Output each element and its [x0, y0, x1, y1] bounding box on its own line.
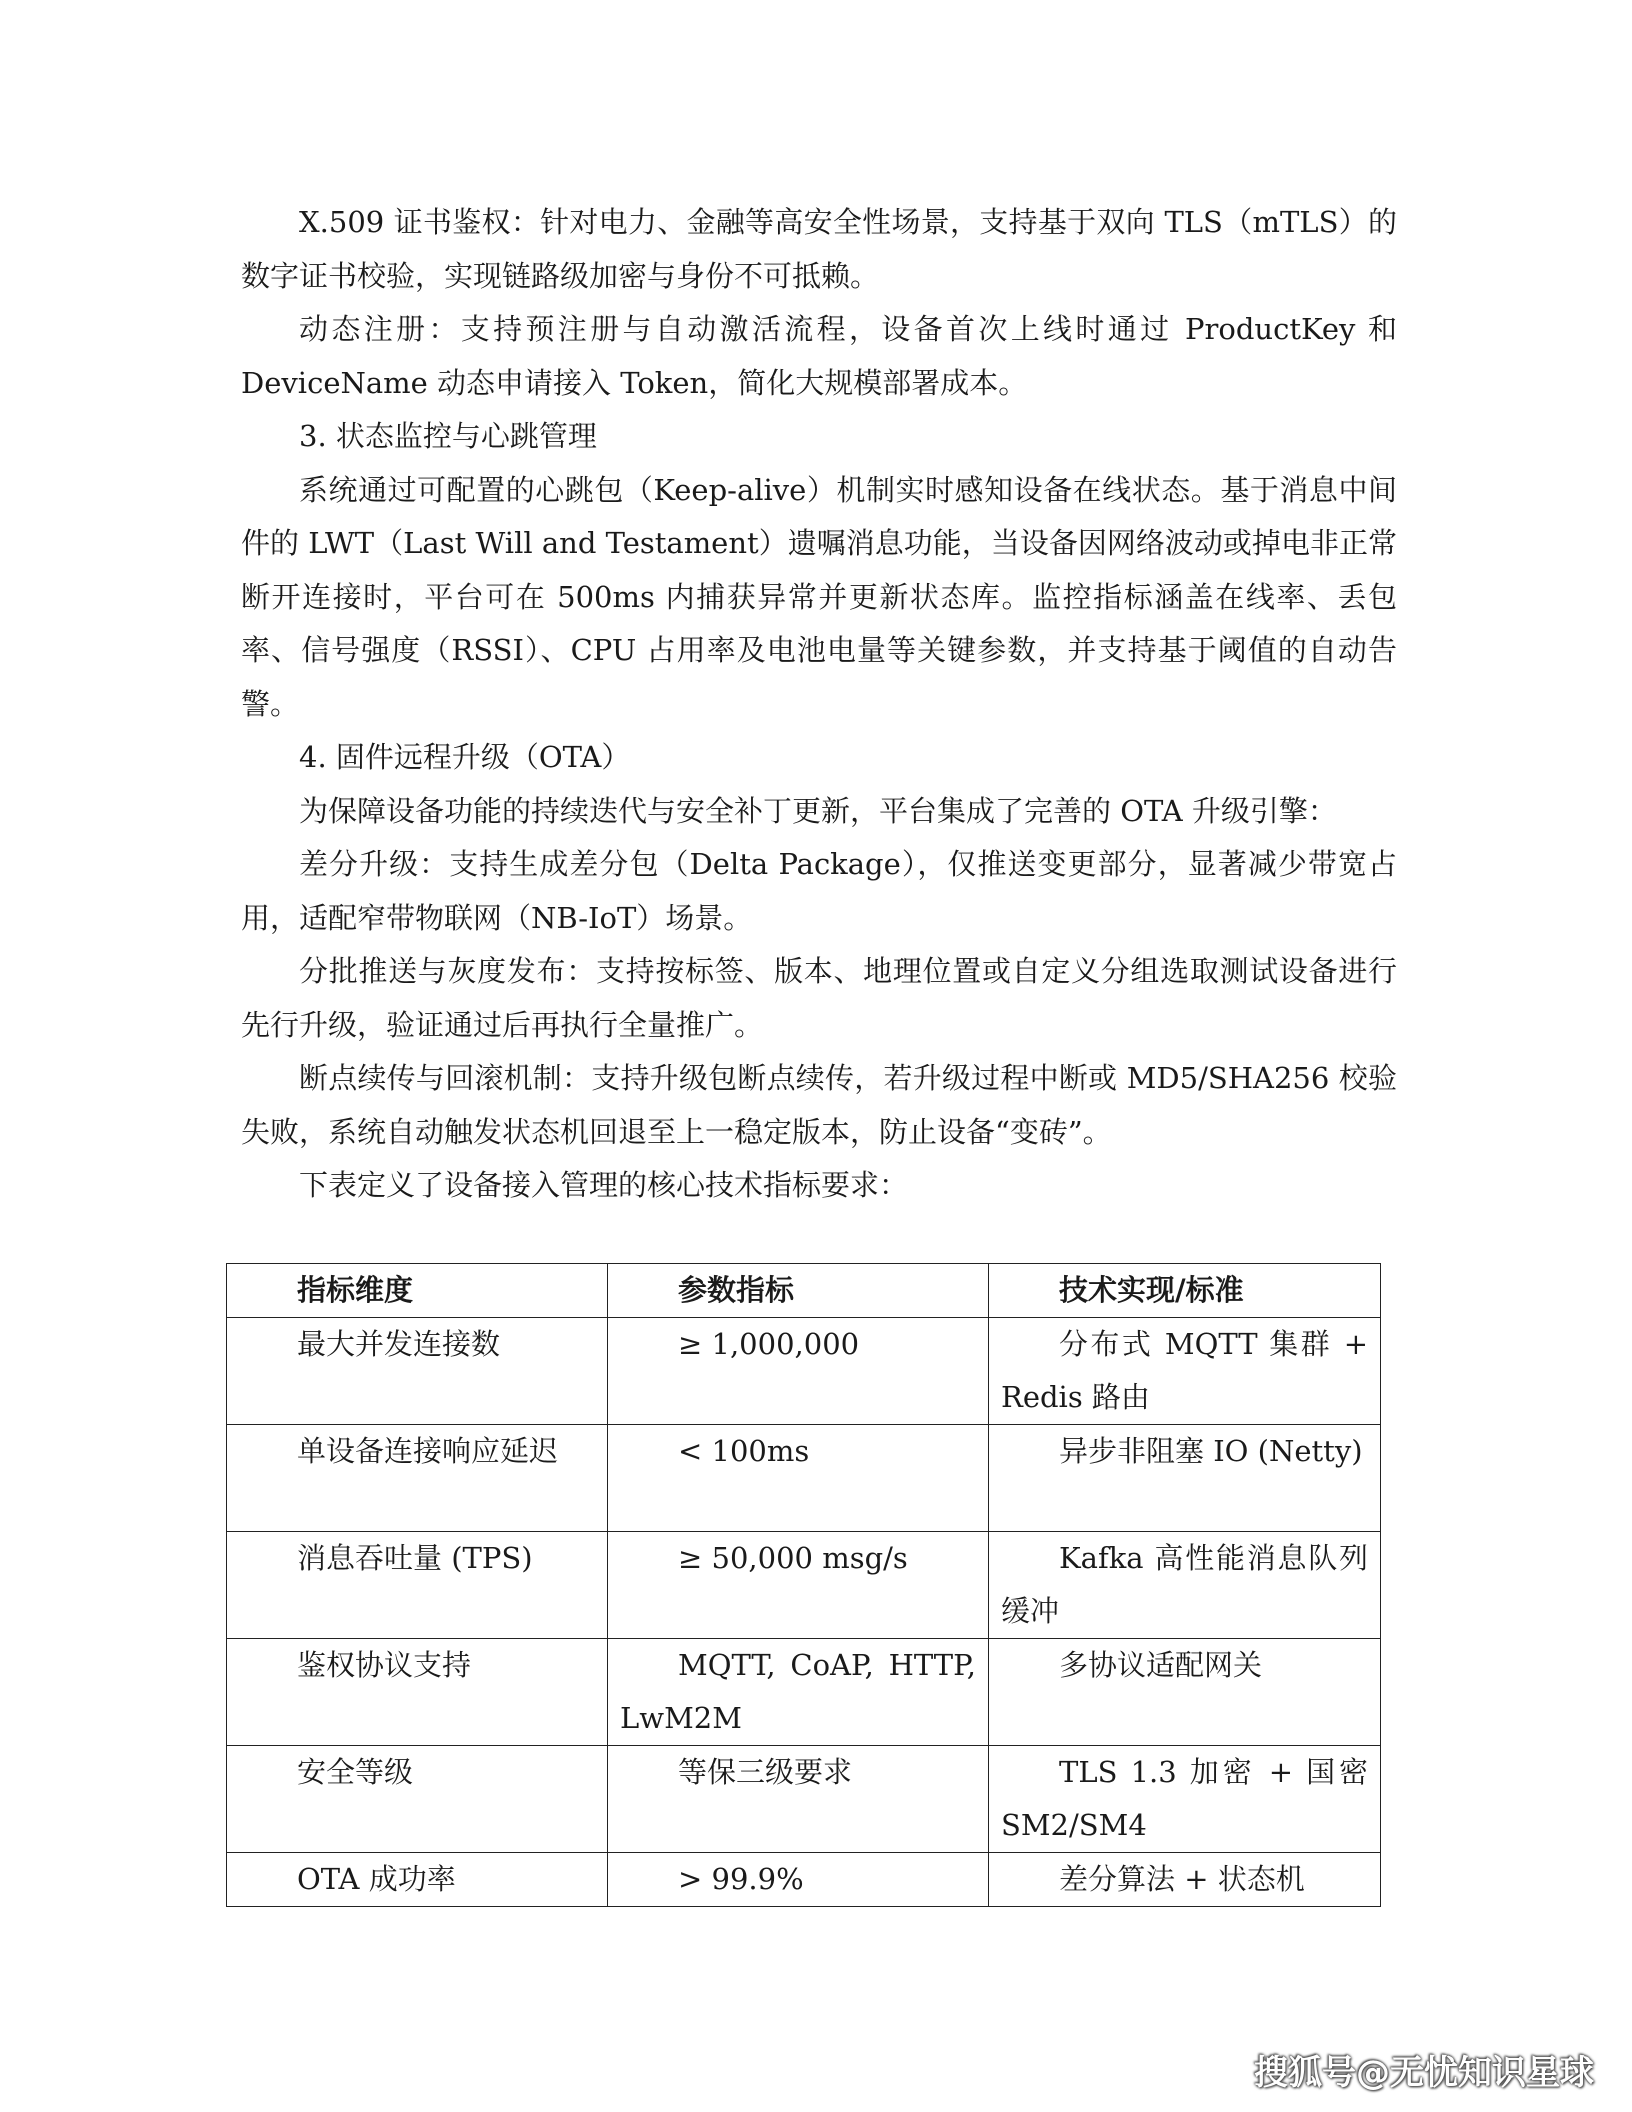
table-cell: MQTT, CoAP, HTTP, LwM2M: [608, 1639, 989, 1746]
table-row: [227, 1425, 1381, 1532]
table-row: [227, 1746, 1381, 1853]
table-cell: OTA 成功率: [227, 1853, 608, 1907]
heading-ota: 4. 固件远程升级（OTA）: [299, 740, 631, 774]
table-cell: TLS 1.3 加密 + 国密 SM2/SM4: [989, 1746, 1381, 1853]
table-cell: 多协议适配网关: [989, 1639, 1381, 1746]
table-cell: < 100ms: [608, 1425, 989, 1532]
body-text: [241, 196, 1397, 1213]
table-header-cell: 指标维度: [227, 1264, 608, 1318]
table-cell: 安全等级: [227, 1746, 608, 1853]
paragraph-rollback: 断点续传与回滚机制：支持升级包断点续传，若升级过程中断或 MD5/SHA256 校验失败，系统自动触发状态机回退至上一稳定版本，防止设备“变砖”。: [241, 1061, 1397, 1149]
paragraph-heartbeat: 系统通过可配置的心跳包（Keep-alive）机制实时感知设备在线状态。基于消息中间件的 LWT（Last Will and Testament）遗嘱消息功能，当设备因网络波动或掉电非正常断开连接时，平台可在 500ms 内捕获异常并更新状态库。监控指标涵盖在线率、丢包率、信号强度（RSSI）、CPU 占用率及电池电量等关键参数，并支持基于阈值的自动告警。: [241, 472, 1397, 721]
table-cell: 差分算法 + 状态机: [989, 1853, 1381, 1907]
table-cell: Kafka 高性能消息队列缓冲: [989, 1532, 1381, 1639]
table-row: [227, 1853, 1381, 1907]
paragraph-ota-intro: 为保障设备功能的持续迭代与安全补丁更新，平台集成了完善的 OTA 升级引擎：: [299, 793, 1337, 828]
table-cell: 消息吞吐量 (TPS): [227, 1532, 608, 1639]
table-cell: 单设备连接响应延迟: [227, 1425, 608, 1532]
table-cell: 异步非阻塞 IO (Netty): [989, 1425, 1381, 1532]
table-header-row: [227, 1264, 1381, 1318]
table-cell: ≥ 1,000,000: [608, 1318, 989, 1425]
table-cell: 鉴权协议支持: [227, 1639, 608, 1746]
paragraph-gray-release: 分批推送与灰度发布：支持按标签、版本、地理位置或自定义分组选取测试设备进行先行升级，验证通过后再执行全量推广。: [241, 954, 1397, 1042]
table-cell: > 99.9%: [608, 1853, 989, 1907]
table-cell: 最大并发连接数: [227, 1318, 608, 1425]
table-row: [227, 1318, 1381, 1425]
table-header-cell: 技术实现/标准: [989, 1264, 1381, 1318]
table-cell: 等保三级要求: [608, 1746, 989, 1853]
heading-status-monitoring: 3. 状态监控与心跳管理: [299, 419, 597, 453]
table-cell: 分布式 MQTT 集群 + Redis 路由: [989, 1318, 1381, 1425]
table-cell: ≥ 50,000 msg/s: [608, 1532, 989, 1639]
table-row: [227, 1639, 1381, 1746]
table-row: [227, 1532, 1381, 1639]
paragraph-x509: X.509 证书鉴权：针对电力、金融等高安全性场景，支持基于双向 TLS（mTLS）的数字证书校验，实现链路级加密与身份不可抵赖。: [241, 205, 1397, 293]
spec-table: [226, 1263, 1381, 1907]
table-header-cell: 参数指标: [608, 1264, 989, 1318]
paragraph-dynamic-registration: 动态注册：支持预注册与自动激活流程，设备首次上线时通过 ProductKey 和 DeviceName 动态申请接入 Token，简化大规模部署成本。: [241, 312, 1397, 400]
watermark: 搜狐号@无忧知识星球: [1254, 2053, 1594, 2093]
paragraph-delta-upgrade: 差分升级：支持生成差分包（Delta Package），仅推送变更部分，显著减少带宽占用，适配窄带物联网（NB-IoT）场景。: [241, 847, 1397, 935]
paragraph-table-intro: 下表定义了设备接入管理的核心技术指标要求：: [299, 1168, 909, 1202]
